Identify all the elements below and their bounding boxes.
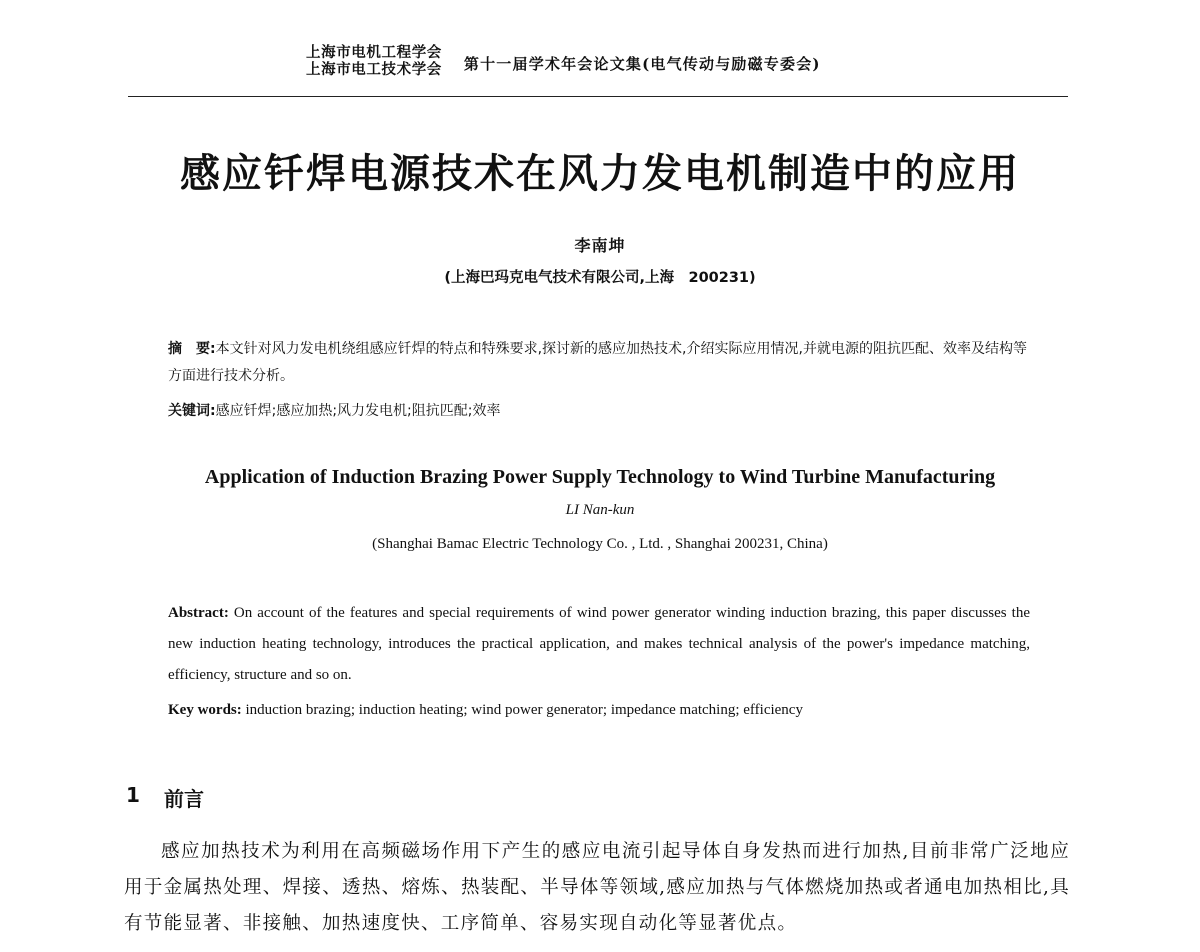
author-name: 李南坤: [574, 236, 626, 255]
en-title: Application of Induction Brazing Power Supply Technology to Wind Turbine Manufacturing: [204, 466, 996, 488]
section-number: 1: [126, 783, 140, 807]
en-affiliation: (Shanghai Bamac Electric Technology Co. , Ltd. , Shanghai 200231, China): [372, 536, 828, 552]
proceedings-title: 第十一届学术年会论文集(电气传动与励磁专委会): [463, 54, 821, 73]
society-name-2: 上海市电工技术学会: [306, 61, 442, 78]
author-affiliation: (上海巴玛克电气技术有限公司,上海 200231): [444, 270, 756, 286]
cn-keywords-text: 感应钎焊;感应加热;风力发电机;阻抗匹配;效率: [215, 403, 501, 419]
en-keywords-label: Key words:: [168, 702, 242, 718]
cn-abstract-text: 本文针对风力发电机绕组感应钎焊的特点和特殊要求,探讨新的感应加热技术,介绍实际应用情况,并就电源的阻抗匹配、效率及结构等方面进行技术分析。: [168, 341, 1027, 384]
en-abstract-text: On account of the features and special requirements of wind power generator winding induction brazing, this paper discusses the new induction heating technology, introduces the practical application, and makes technical analysis of the power's impedance matching, efficiency, structure and so on.: [168, 605, 1030, 683]
en-keywords-text: induction brazing; induction heating; wind power generator; impedance matching; efficiency: [245, 702, 803, 718]
section-title: 前言: [164, 787, 204, 811]
en-abstract-label: Abstract:: [168, 605, 229, 621]
section-heading: [126, 783, 204, 812]
en-keywords: [168, 697, 1030, 723]
en-author: LI Nan-kun: [565, 502, 635, 518]
cn-abstract: [168, 336, 1038, 390]
society-name-1: 上海市电机工程学会: [306, 44, 442, 61]
section-paragraph: 感应加热技术为利用在高频磁场作用下产生的感应电流引起导体自身发热而进行加热,目前非常广泛地应用于金属热处理、焊接、透热、熔炼、热装配、半导体等领域,感应加热与气体燃烧加热或者通电加热相比,具有节能显著、非接触、加热速度快、工序简单、容易实现自动化等显著优点。: [124, 841, 1070, 934]
cn-abstract-label: 摘 要:: [168, 341, 216, 357]
paper-title: 感应钎焊电源技术在风力发电机制造中的应用: [180, 150, 1020, 197]
header-rule: [128, 96, 1068, 97]
cn-keywords: [168, 398, 1038, 424]
society-names: [306, 44, 442, 78]
cn-keywords-label: 关键词:: [168, 403, 216, 419]
running-header: [306, 44, 821, 78]
en-abstract: [168, 598, 1030, 691]
